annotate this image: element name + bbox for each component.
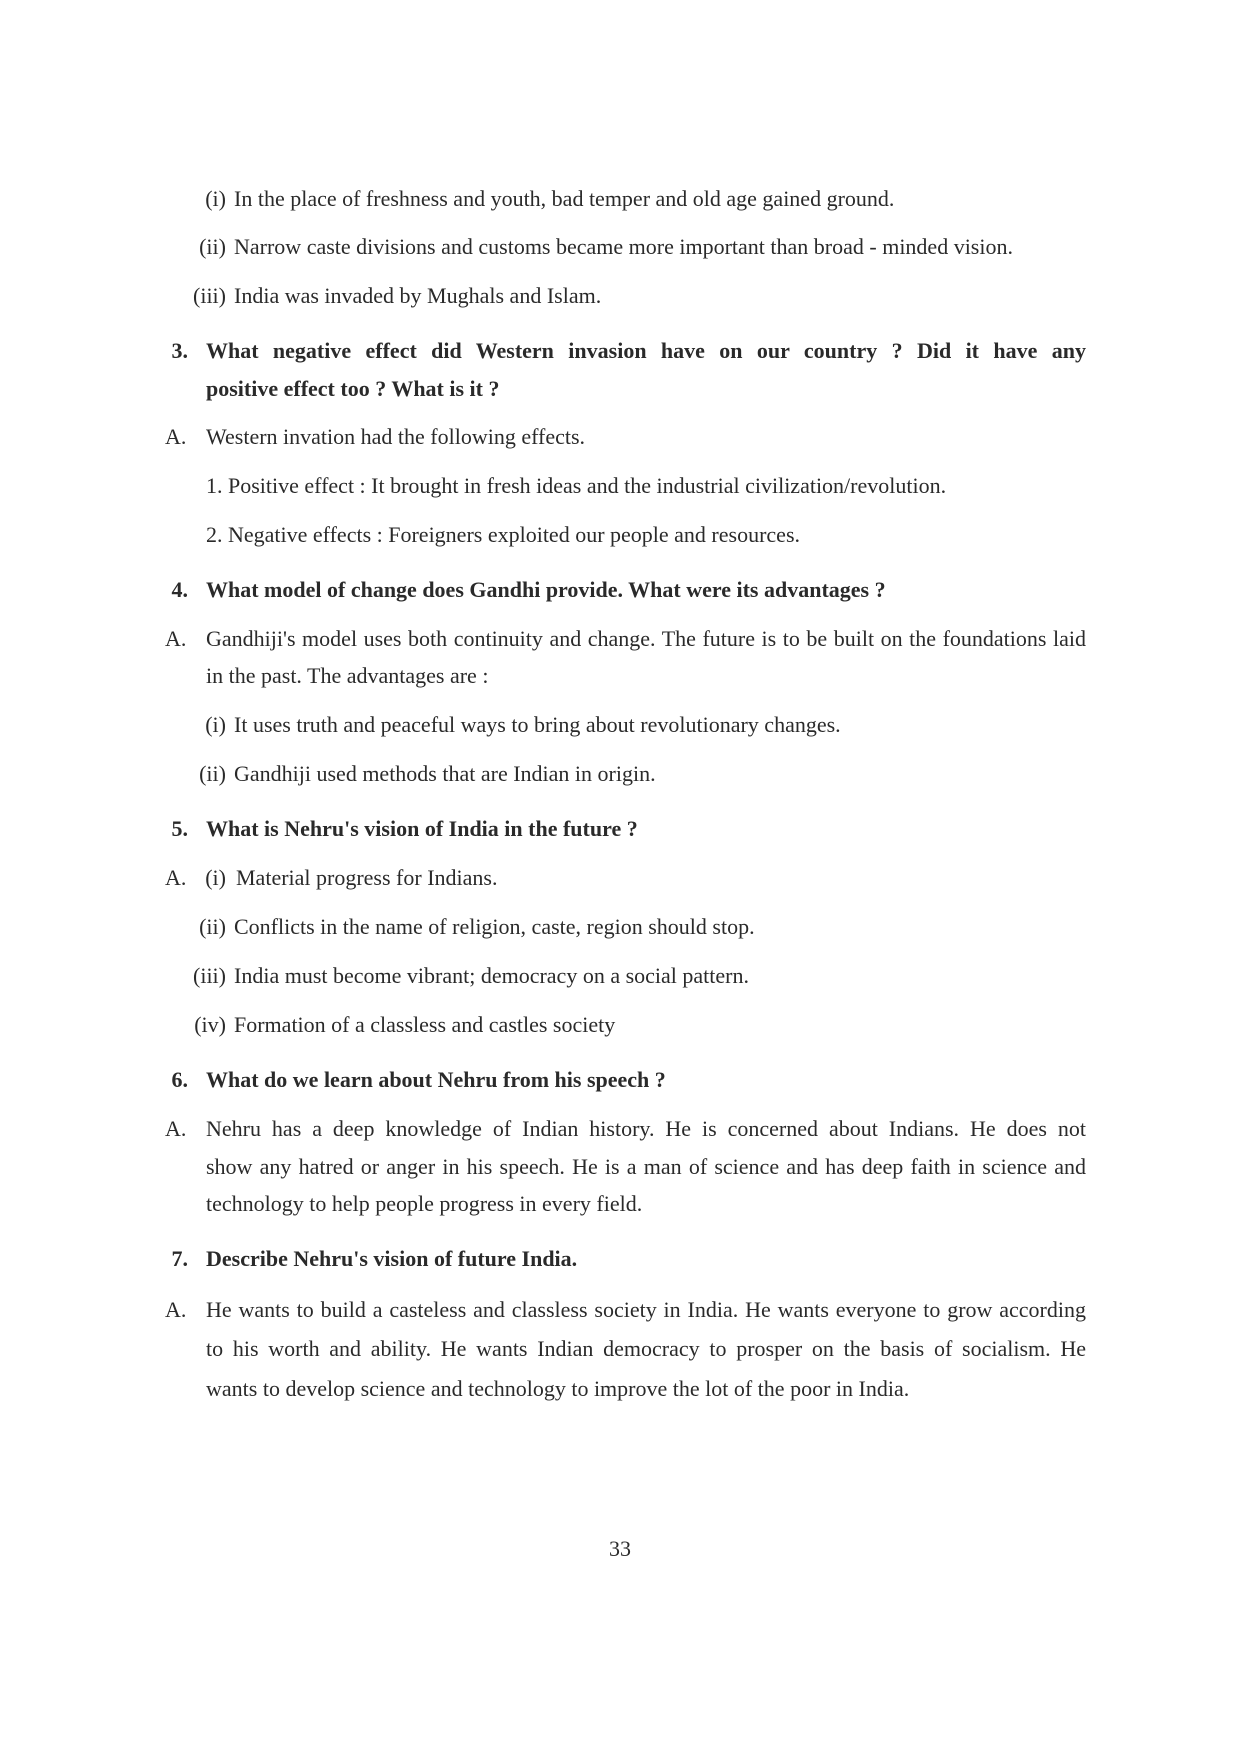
list-item: India must become vibrant; democracy on a social pattern. (234, 963, 749, 988)
list-item: It uses truth and peaceful ways to bring about revolutionary changes. (234, 712, 841, 737)
list-marker: (i) (205, 865, 226, 890)
answer-text: He wants to build a casteless and classless society in India. He wants everyone to grow according (206, 1297, 1086, 1322)
answer-text: in the past. The advantages are : (206, 663, 489, 688)
answer-text: technology to help people progress in every field. (206, 1191, 643, 1216)
question-number: 6. (171, 1067, 188, 1092)
question-number: 3. (171, 338, 188, 363)
answer-text: show any hatred or anger in his speech. He is a man of science and has deep faith in science and (206, 1154, 1086, 1179)
list-item: Conflicts in the name of religion, caste, region should stop. (234, 914, 755, 939)
question-text: What negative effect did Western invasion have on our country ? Did it have any (206, 338, 1086, 363)
answer-label: A. (165, 424, 187, 449)
list-item: 1. Positive effect : It brought in fresh ideas and the industrial civilization/revolution. (206, 473, 947, 498)
question-text: What is Nehru's vision of India in the future ? (206, 816, 638, 841)
question-number: 7. (171, 1246, 188, 1271)
list-item: 2. Negative effects : Foreigners exploited our people and resources. (206, 522, 800, 547)
answer-text: Gandhiji's model uses both continuity and change. The future is to be built on the foundations laid (206, 626, 1086, 651)
question-number: 4. (171, 577, 188, 602)
answer-label: A. (165, 626, 187, 651)
list-marker: (iii) (193, 963, 226, 988)
list-marker: (i) (205, 186, 226, 211)
list-marker: (ii) (199, 761, 226, 786)
answer-text: to his worth and ability. He wants Indian democracy to prosper on the basis of socialism. He (206, 1336, 1086, 1361)
list-item: Narrow caste divisions and customs became more important than broad - minded vision. (234, 234, 1013, 259)
page-number: 33 (609, 1536, 631, 1561)
question-number: 5. (171, 816, 188, 841)
answer-label: A. (165, 865, 187, 890)
question-text: What model of change does Gandhi provide. What were its advantages ? (206, 577, 886, 602)
list-marker: (ii) (199, 234, 226, 259)
list-marker: (iii) (193, 283, 226, 308)
list-item: In the place of freshness and youth, bad temper and old age gained ground. (234, 186, 895, 211)
list-marker: (i) (205, 712, 226, 737)
answer-label: A. (165, 1297, 187, 1322)
list-marker: (ii) (199, 914, 226, 939)
question-text: positive effect too ? What is it ? (206, 376, 500, 401)
answer-text: wants to develop science and technology to improve the lot of the poor in India. (206, 1376, 910, 1401)
list-item: India was invaded by Mughals and Islam. (234, 283, 602, 308)
list-item: Gandhiji used methods that are Indian in origin. (234, 761, 656, 786)
list-marker: (iv) (194, 1012, 226, 1037)
question-text: What do we learn about Nehru from his speech ? (206, 1067, 666, 1092)
answer-text: Western invation had the following effects. (206, 424, 586, 449)
list-item: Formation of a classless and castles society (234, 1012, 616, 1037)
answer-text: Nehru has a deep knowledge of Indian history. He is concerned about Indians. He does not (206, 1116, 1086, 1141)
question-text: Describe Nehru's vision of future India. (206, 1246, 578, 1271)
answer-label: A. (165, 1116, 187, 1141)
list-item: Material progress for Indians. (236, 865, 498, 890)
